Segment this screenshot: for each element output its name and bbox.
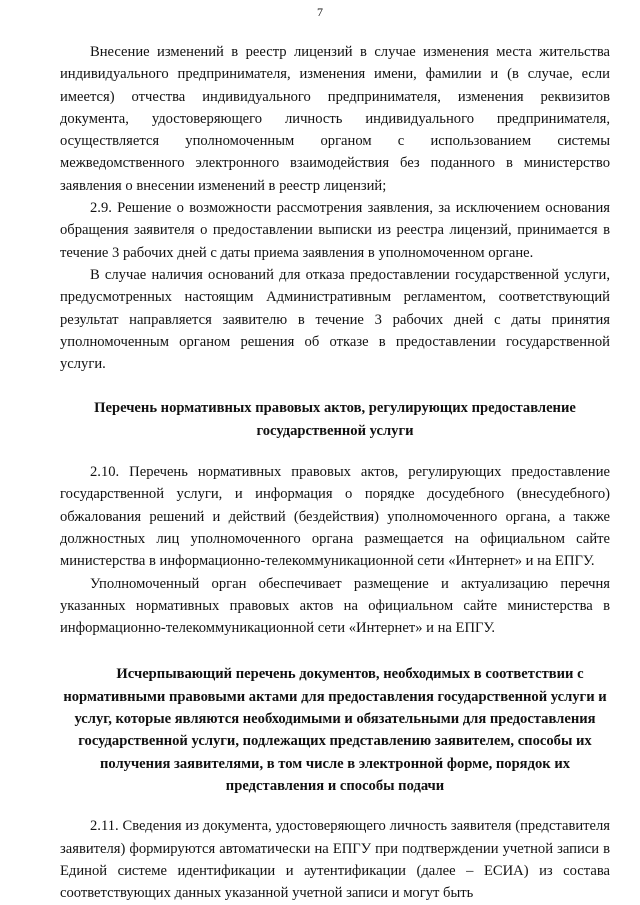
document-body [60,41,610,904]
paragraph: 2.10. Перечень нормативных правовых актов, регулирующих предоставление государственной услуги, и информация о порядке досудебного (внесудебного) обжалования решений и действий (бездействия) уполномоченного органа, а также должностных лиц уполномоченного органа размещается на официальном сайте министерства в информационно-телекоммуникационной сети «Интернет» и на ЕПГУ. [60,464,610,570]
paragraph: Уполномоченный орган обеспечивает размещение и актуализацию перечня указанных нормативных правовых актов на официальном сайте министерства в информационно-телекоммуникационной сети «Интернет» и на ЕПГУ. [60,575,610,637]
section-heading: Перечень нормативных правовых актов, регулирующих предоставление государственной услуги [94,400,576,439]
paragraph: 2.11. Сведения из документа, удостоверяющего личность заявителя (представителя заявителя) формируются автоматически на ЕПГУ при подтверждении учетной записи в Единой системе идентификации и аутентификации (далее – ЕСИА) из состава соответствующих данных указанной учетной записи и могут быть [60,818,610,902]
paragraph: 2.9. Решение о возможности рассмотрения заявления, за исключением основания обращения заявителя о предоставлении выписки из реестра лицензий, принимается в течение 3 рабочих дней с даты приема заявления в уполномоченном органе. [60,200,610,261]
paragraph: Внесение изменений в реестр лицензий в случае изменения места жительства индивидуального предпринимателя, изменения имени, фамилии и (в случае, если имеется) отчества индивидуального предпринимателя, изменения реквизитов документа, удостоверяющего личность индивидуального предпринимателя, осуществляется уполномоченным органом с использованием системы межведомственного электронного взаимодействия без поданного в министерство заявления о внесении изменений в реестр лицензий; [60,44,610,194]
paragraph: В случае наличия оснований для отказа предоставлении государственной услуги, предусмотренных настоящим Административным регламентом, соответствующий результат направляется заявителю в течение 3 рабочих дней с даты принятия уполномоченным органом решения об отказе в предоставлении государственной услуги. [60,266,610,373]
section-heading: Исчерпывающий перечень документов, необходимых в соответствии с нормативными правовыми актами для предоставления государственной услуги и услуг, которые являются необходимыми и обязательными для предоставления государственной услуги, подлежащих представлению заявителем, способы их получения заявителями, в том числе в электронной форме, порядок их представления и способы подачи [63,666,607,794]
page-number: 7 [317,5,323,19]
